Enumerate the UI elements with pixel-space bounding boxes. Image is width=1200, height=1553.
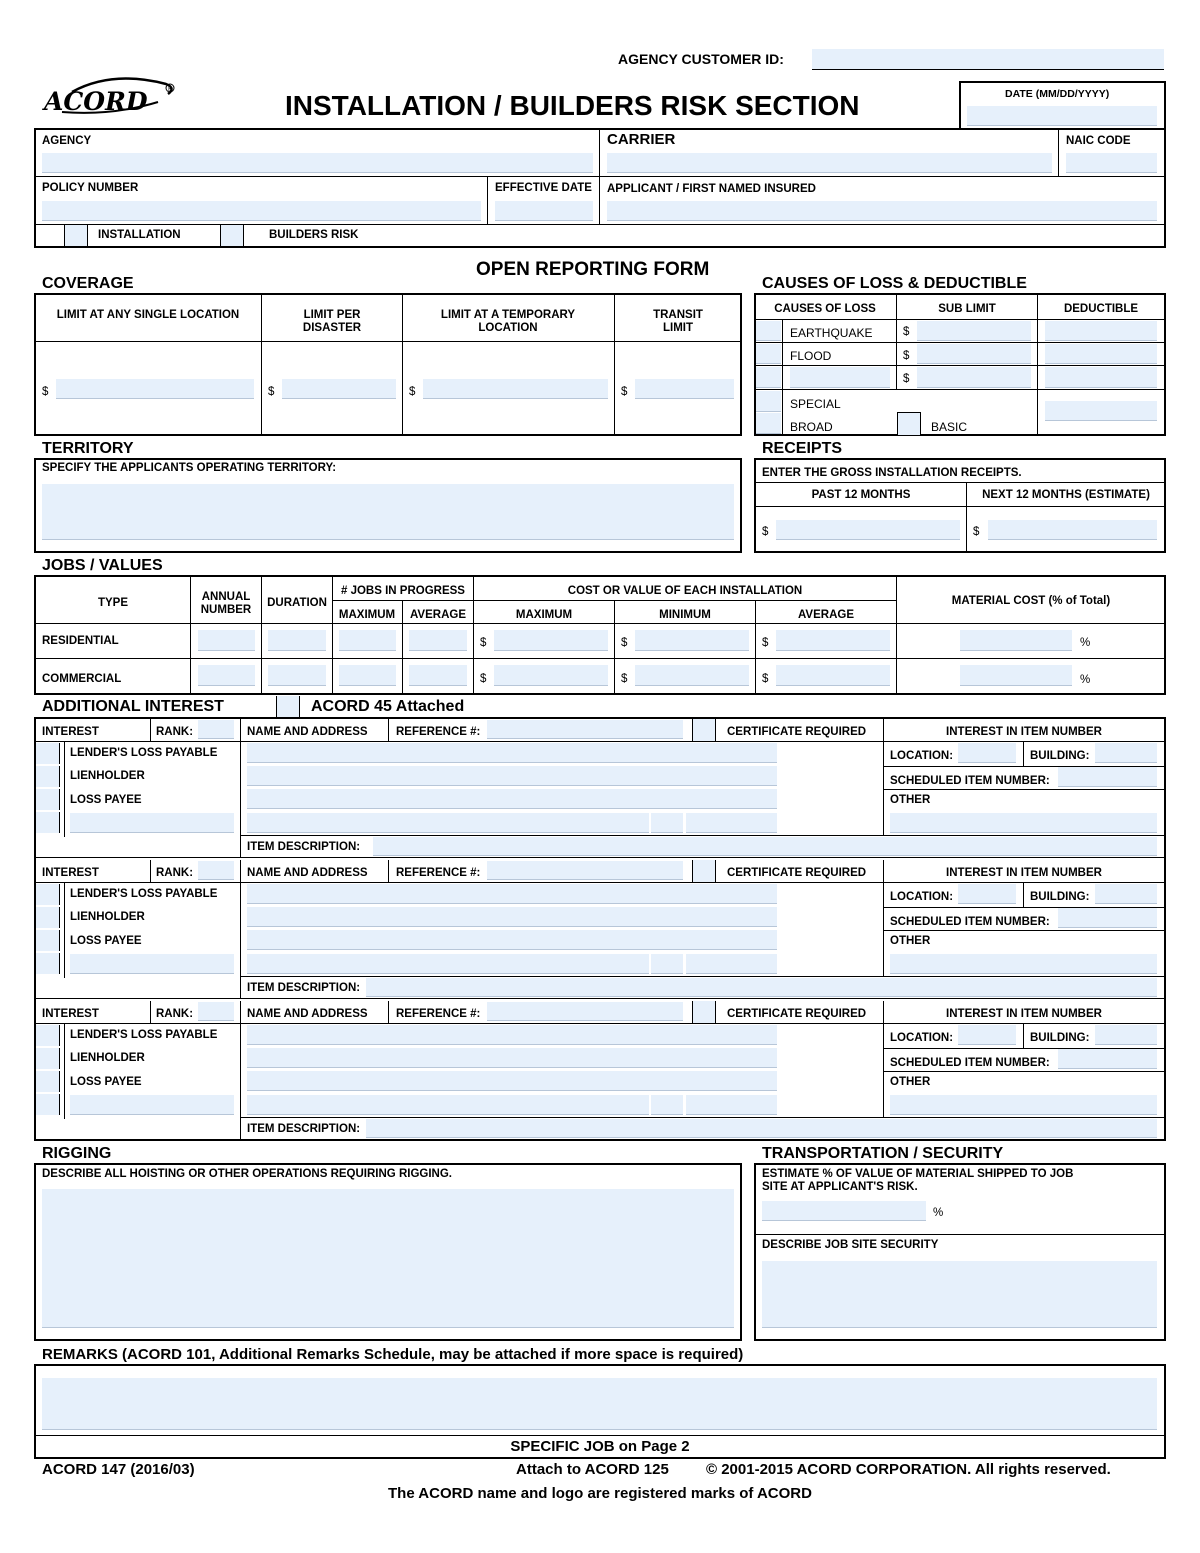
- flood-deductible-field[interactable]: [1045, 344, 1157, 364]
- remarks-title: REMARKS (ACORD 101, Additional Remarks Schedule, may be attached if more space is required): [42, 1346, 744, 1363]
- territory-prompt: SPECIFY THE APPLICANTS OPERATING TERRITORY:: [42, 462, 337, 474]
- agency-customer-id-label: AGENCY CUSTOMER ID:: [618, 51, 784, 67]
- trademark: The ACORD name and logo are registered marks of ACORD: [388, 1485, 812, 1502]
- earthquake-label: EARTHQUAKE: [790, 326, 873, 340]
- policy-info-box: [34, 128, 1166, 248]
- installation-checkbox[interactable]: [64, 225, 88, 246]
- ai1-state-field[interactable]: [651, 813, 683, 833]
- ai3-loss-payee-checkbox[interactable]: [36, 1071, 60, 1092]
- earthquake-sub-limit-field[interactable]: [917, 321, 1031, 341]
- naic-code-field[interactable]: [1066, 153, 1157, 173]
- date-field[interactable]: [967, 106, 1157, 126]
- ai1-name-line-3[interactable]: [247, 789, 777, 809]
- ai2-interest-label: INTEREST: [42, 867, 99, 879]
- flood-label: FLOOD: [790, 349, 832, 363]
- ai3-lienholder-label: LIENHOLDER: [70, 1052, 145, 1064]
- ai3-location-label: LOCATION:: [890, 1032, 954, 1044]
- residential-percent: %: [1080, 637, 1091, 649]
- ai1-location-field[interactable]: [958, 743, 1016, 763]
- causes-col-sub-limit: SUB LIMIT: [938, 303, 996, 315]
- rigging-prompt: DESCRIBE ALL HOISTING OR OTHER OPERATIONS REQUIRING RIGGING.: [42, 1168, 452, 1180]
- ai1-city-field[interactable]: [247, 813, 649, 833]
- acord45-label: ACORD 45 Attached: [311, 698, 465, 715]
- territory-title: TERRITORY: [42, 440, 134, 457]
- ai1-name-line-2[interactable]: [247, 766, 777, 786]
- other-cause-checkbox[interactable]: [756, 367, 781, 388]
- jobs-col-progress-avg: AVERAGE: [409, 609, 467, 621]
- ai3-scheduled-field[interactable]: [1058, 1049, 1157, 1069]
- ai2-location-field[interactable]: [958, 884, 1016, 904]
- ai1-interest-item-label: INTEREST IN ITEM NUMBER: [946, 726, 1102, 738]
- ai3-loss-payee-label: LOSS PAYEE: [70, 1076, 142, 1088]
- ai2-item-description-field[interactable]: [366, 978, 1157, 997]
- coverage-per-disaster-field[interactable]: [282, 379, 396, 399]
- flood-sub-limit-field[interactable]: [917, 344, 1031, 364]
- ai3-other-interest-field[interactable]: [70, 1095, 234, 1115]
- coverage-dollar-4: $: [621, 386, 628, 398]
- naic-code-label: NAIC CODE: [1066, 135, 1131, 147]
- ai2-name-address-label: NAME AND ADDRESS: [247, 867, 368, 879]
- ai3-name-address-label: NAME AND ADDRESS: [247, 1008, 368, 1020]
- broad-checkbox[interactable]: [756, 413, 781, 434]
- commercial-cost-min-field[interactable]: [635, 665, 749, 686]
- residential-progress-max-field[interactable]: [339, 630, 396, 651]
- rigging-field[interactable]: [42, 1189, 734, 1328]
- carrier-label: CARRIER: [607, 131, 676, 148]
- commercial-cost-avg-field[interactable]: [776, 665, 890, 686]
- receipts-prompt: ENTER THE GROSS INSTALLATION RECEIPTS.: [762, 467, 1022, 479]
- ai3-location-field[interactable]: [958, 1025, 1016, 1045]
- jobs-col-cost-max: MAXIMUM: [515, 609, 573, 621]
- open-reporting-title: OPEN REPORTING FORM: [476, 259, 710, 280]
- residential-cost-max-field[interactable]: [494, 630, 608, 651]
- commercial-duration-field[interactable]: [268, 665, 326, 686]
- ai1-reference-label: REFERENCE #:: [396, 726, 481, 738]
- ai2-other-checkbox[interactable]: [36, 953, 60, 974]
- jobs-col-annual-number: ANNUAL NUMBER: [200, 591, 252, 616]
- receipts-past-field[interactable]: [776, 520, 960, 540]
- residential-duration-field[interactable]: [268, 630, 326, 651]
- transport-prompt-1: ESTIMATE % OF VALUE OF MATERIAL SHIPPED TO JOB SITE AT APPLICANT'S RISK.: [762, 1168, 1074, 1193]
- ai1-scheduled-field[interactable]: [1058, 767, 1157, 787]
- jobs-col-progress-max: MAXIMUM: [338, 609, 396, 621]
- ai3-reference-field[interactable]: [487, 1002, 683, 1021]
- ai3-building-field[interactable]: [1095, 1025, 1157, 1045]
- ai3-building-label: BUILDING:: [1030, 1032, 1090, 1044]
- ai1-loss-payee-checkbox[interactable]: [36, 789, 60, 810]
- ai3-zip-field[interactable]: [686, 1095, 777, 1115]
- coverage-col-single-location: LIMIT AT ANY SINGLE LOCATION: [56, 309, 240, 321]
- ai1-name-address-label: NAME AND ADDRESS: [247, 726, 368, 738]
- ai1-zip-field[interactable]: [686, 813, 777, 833]
- ai2-other-label: OTHER: [890, 935, 931, 947]
- applicant-field[interactable]: [607, 201, 1157, 221]
- ai2-name-line-3[interactable]: [247, 930, 777, 950]
- ai1-lenders-label: LENDER'S LOSS PAYABLE: [70, 747, 218, 759]
- ai2-other-interest-field[interactable]: [70, 954, 234, 974]
- ai2-scheduled-label: SCHEDULED ITEM NUMBER:: [890, 916, 1050, 928]
- ai2-reference-field[interactable]: [487, 861, 683, 880]
- ai3-other-checkbox[interactable]: [36, 1094, 60, 1115]
- residential-cost-avg-field[interactable]: [776, 630, 890, 651]
- receipts-next-field[interactable]: [988, 520, 1157, 540]
- jobs-col-material: MATERIAL COST (% of Total): [951, 595, 1111, 607]
- coverage-dollar-1: $: [42, 386, 49, 398]
- ai3-name-line-2[interactable]: [247, 1048, 777, 1068]
- specific-job-label: SPECIFIC JOB on Page 2: [510, 1438, 690, 1455]
- commercial-annual-number-field[interactable]: [198, 665, 255, 686]
- coverage-single-location-field[interactable]: [56, 379, 254, 399]
- ai3-reference-label: REFERENCE #:: [396, 1008, 481, 1020]
- coverage-title: COVERAGE: [42, 275, 134, 292]
- flood-dollar: $: [903, 350, 910, 362]
- residential-cost-min-field[interactable]: [635, 630, 749, 651]
- jobs-col-duration: DURATION: [267, 597, 327, 609]
- attach-label: Attach to ACORD 125: [516, 1461, 669, 1478]
- commercial-dollar-2: $: [621, 673, 628, 685]
- residential-dollar-1: $: [480, 637, 487, 649]
- coverage-dollar-2: $: [268, 386, 275, 398]
- acord45-checkbox[interactable]: [276, 696, 300, 717]
- coverage-transit-field[interactable]: [635, 379, 734, 399]
- ai1-interest-label: INTEREST: [42, 726, 99, 738]
- policy-number-label: POLICY NUMBER: [42, 182, 139, 194]
- ai3-state-field[interactable]: [651, 1095, 683, 1115]
- commercial-dollar-1: $: [480, 673, 487, 685]
- ai3-lenders-checkbox[interactable]: [36, 1025, 60, 1046]
- ai2-certificate-checkbox[interactable]: [692, 860, 716, 882]
- ai1-item-description-label: ITEM DESCRIPTION:: [247, 841, 361, 853]
- ai2-building-field[interactable]: [1095, 884, 1157, 904]
- other-cause-sub-limit-field[interactable]: [917, 367, 1031, 388]
- earthquake-checkbox[interactable]: [756, 321, 781, 341]
- ai2-name-line-2[interactable]: [247, 907, 777, 927]
- installation-label: INSTALLATION: [98, 229, 181, 241]
- ai1-scheduled-label: SCHEDULED ITEM NUMBER:: [890, 775, 1050, 787]
- ai1-reference-field[interactable]: [487, 720, 683, 739]
- other-cause-name-field[interactable]: [790, 367, 890, 388]
- ai1-certificate-label: CERTIFICATE REQUIRED: [727, 726, 867, 738]
- ai3-lienholder-checkbox[interactable]: [36, 1048, 60, 1069]
- coverage-col-temporary-location: LIMIT AT A TEMPORARY LOCATION: [440, 309, 576, 334]
- ai2-lienholder-label: LIENHOLDER: [70, 911, 145, 923]
- ai2-lienholder-checkbox[interactable]: [36, 907, 60, 928]
- ai1-location-label: LOCATION:: [890, 750, 954, 762]
- ai1-building-label: BUILDING:: [1030, 750, 1090, 762]
- residential-annual-number-field[interactable]: [198, 630, 255, 651]
- ai3-certificate-label: CERTIFICATE REQUIRED: [727, 1008, 867, 1020]
- ai3-name-line-1[interactable]: [247, 1025, 777, 1045]
- ai1-lienholder-checkbox[interactable]: [36, 766, 60, 787]
- receipts-next-label: NEXT 12 MONTHS (ESTIMATE): [982, 489, 1150, 501]
- ai3-item-description-field[interactable]: [366, 1119, 1157, 1138]
- special-broad-basic-deductible-field[interactable]: [1045, 401, 1157, 421]
- transport-title: TRANSPORTATION / SECURITY: [762, 1145, 1004, 1162]
- svg-text:R: R: [168, 86, 173, 93]
- ai2-rank-label: RANK:: [156, 867, 194, 879]
- ai2-reference-label: REFERENCE #:: [396, 867, 481, 879]
- ai3-item-description-label: ITEM DESCRIPTION:: [247, 1123, 361, 1135]
- basic-label: BASIC: [931, 420, 968, 434]
- basic-checkbox[interactable]: [897, 412, 921, 435]
- commercial-progress-avg-field[interactable]: [409, 665, 467, 686]
- causes-title: CAUSES OF LOSS & DEDUCTIBLE: [762, 275, 1027, 292]
- ai3-name-line-3[interactable]: [247, 1071, 777, 1091]
- ai3-interest-label: INTEREST: [42, 1008, 99, 1020]
- ai2-name-line-1[interactable]: [247, 884, 777, 904]
- coverage-col-per-disaster: LIMIT PER DISASTER: [302, 309, 362, 334]
- ai3-lenders-label: LENDER'S LOSS PAYABLE: [70, 1029, 218, 1041]
- rigging-title: RIGGING: [42, 1145, 112, 1162]
- agency-label: AGENCY: [42, 135, 92, 147]
- ai2-location-label: LOCATION:: [890, 891, 954, 903]
- ai3-rank-label: RANK:: [156, 1008, 194, 1020]
- ai1-lienholder-label: LIENHOLDER: [70, 770, 145, 782]
- coverage-temp-location-field[interactable]: [423, 379, 608, 399]
- residential-dollar-3: $: [762, 637, 769, 649]
- effective-date-field[interactable]: [495, 201, 593, 221]
- receipts-next-dollar: $: [973, 526, 980, 538]
- residential-progress-avg-field[interactable]: [409, 630, 467, 651]
- ai2-interest-item-label: INTEREST IN ITEM NUMBER: [946, 867, 1102, 879]
- other-cause-deductible-field[interactable]: [1045, 367, 1157, 388]
- ai1-building-field[interactable]: [1095, 743, 1157, 763]
- ai2-rank-field[interactable]: [198, 861, 234, 880]
- other-cause-dollar: $: [903, 373, 910, 385]
- remarks-field[interactable]: [42, 1378, 1157, 1430]
- ai3-other-field[interactable]: [890, 1095, 1157, 1115]
- transport-prompt-2: DESCRIBE JOB SITE SECURITY: [762, 1239, 939, 1251]
- ai3-interest-item-label: INTEREST IN ITEM NUMBER: [946, 1008, 1102, 1020]
- ai1-lenders-checkbox[interactable]: [36, 743, 60, 764]
- svg-text:ACORD: ACORD: [44, 87, 148, 116]
- ai1-rank-field[interactable]: [198, 720, 234, 739]
- transport-percent-sign: %: [933, 1207, 944, 1219]
- ai2-state-field[interactable]: [651, 954, 683, 974]
- form-id: ACORD 147 (2016/03): [42, 1461, 195, 1478]
- applicant-label: APPLICANT / FIRST NAMED INSURED: [607, 183, 816, 195]
- policy-number-field[interactable]: [42, 201, 481, 221]
- agency-field[interactable]: [42, 153, 593, 173]
- form-title: INSTALLATION / BUILDERS RISK SECTION: [285, 90, 860, 121]
- jobs-residential-label: RESIDENTIAL: [42, 635, 119, 647]
- earthquake-deductible-field[interactable]: [1045, 321, 1157, 341]
- date-label: DATE (MM/DD/YYYY): [1005, 88, 1110, 100]
- coverage-col-transit: TRANSIT LIMIT: [653, 309, 703, 334]
- commercial-material-field[interactable]: [960, 665, 1072, 686]
- ai2-item-description-label: ITEM DESCRIPTION:: [247, 982, 361, 994]
- agency-customer-id-field[interactable]: [812, 49, 1164, 70]
- residential-material-field[interactable]: [960, 630, 1072, 651]
- jobs-col-cost-min: MINIMUM: [659, 609, 711, 621]
- commercial-dollar-3: $: [762, 673, 769, 685]
- commercial-cost-max-field[interactable]: [494, 665, 608, 686]
- receipts-title: RECEIPTS: [762, 440, 843, 457]
- ai2-loss-payee-checkbox[interactable]: [36, 930, 60, 951]
- ai1-loss-payee-label: LOSS PAYEE: [70, 794, 142, 806]
- jobs-title: JOBS / VALUES: [42, 557, 163, 574]
- ai2-other-field[interactable]: [890, 954, 1157, 974]
- ai2-city-field[interactable]: [247, 954, 649, 974]
- ai3-city-field[interactable]: [247, 1095, 649, 1115]
- ai2-loss-payee-label: LOSS PAYEE: [70, 935, 142, 947]
- special-label: SPECIAL: [790, 397, 841, 411]
- receipts-past-label: PAST 12 MONTHS: [811, 489, 911, 501]
- ai3-scheduled-label: SCHEDULED ITEM NUMBER:: [890, 1057, 1050, 1069]
- ai3-certificate-checkbox[interactable]: [692, 1001, 716, 1023]
- jobs-col-cost: COST OR VALUE OF EACH INSTALLATION: [567, 585, 803, 597]
- jobs-col-in-progress: # JOBS IN PROGRESS: [341, 585, 465, 597]
- acord-logo: [42, 72, 182, 120]
- coverage-dollar-3: $: [409, 386, 416, 398]
- builders-risk-label: BUILDERS RISK: [269, 229, 359, 241]
- additional-interest-title: ADDITIONAL INTEREST: [42, 698, 224, 715]
- ai3-other-label: OTHER: [890, 1076, 931, 1088]
- special-checkbox[interactable]: [756, 391, 781, 412]
- ai1-other-interest-field[interactable]: [70, 813, 234, 833]
- ai1-certificate-checkbox[interactable]: [692, 719, 716, 741]
- transport-percent-field[interactable]: [762, 1201, 926, 1221]
- ai1-item-description-field[interactable]: [373, 837, 1157, 856]
- territory-field[interactable]: [42, 484, 734, 540]
- receipts-past-dollar: $: [762, 526, 769, 538]
- ai2-building-label: BUILDING:: [1030, 891, 1090, 903]
- ai3-rank-field[interactable]: [198, 1002, 234, 1021]
- effective-date-label: EFFECTIVE DATE: [495, 182, 592, 194]
- ai2-zip-field[interactable]: [686, 954, 777, 974]
- job-site-security-field[interactable]: [762, 1261, 1157, 1328]
- causes-col-deductible: DEDUCTIBLE: [1063, 303, 1139, 315]
- ai2-scheduled-field[interactable]: [1058, 908, 1157, 928]
- carrier-field[interactable]: [607, 153, 1052, 173]
- earthquake-dollar: $: [903, 326, 910, 338]
- jobs-commercial-label: COMMERCIAL: [42, 673, 122, 685]
- causes-col-causes: CAUSES OF LOSS: [774, 303, 876, 315]
- broad-label: BROAD: [790, 420, 833, 434]
- flood-checkbox[interactable]: [756, 344, 781, 364]
- commercial-progress-max-field[interactable]: [339, 665, 396, 686]
- jobs-col-cost-avg: AVERAGE: [797, 609, 855, 621]
- copyright: © 2001-2015 ACORD CORPORATION. All rights reserved.: [706, 1461, 1111, 1478]
- ai1-other-field[interactable]: [890, 813, 1157, 833]
- ai2-certificate-label: CERTIFICATE REQUIRED: [727, 867, 867, 879]
- commercial-percent: %: [1080, 674, 1091, 686]
- ai2-lenders-label: LENDER'S LOSS PAYABLE: [70, 888, 218, 900]
- builders-risk-checkbox[interactable]: [220, 225, 244, 246]
- jobs-col-type: TYPE: [97, 597, 129, 609]
- residential-dollar-2: $: [621, 637, 628, 649]
- ai1-other-checkbox[interactable]: [36, 812, 60, 833]
- ai2-lenders-checkbox[interactable]: [36, 884, 60, 905]
- ai1-name-line-1[interactable]: [247, 743, 777, 763]
- ai1-other-label: OTHER: [890, 794, 931, 806]
- ai1-rank-label: RANK:: [156, 726, 194, 738]
